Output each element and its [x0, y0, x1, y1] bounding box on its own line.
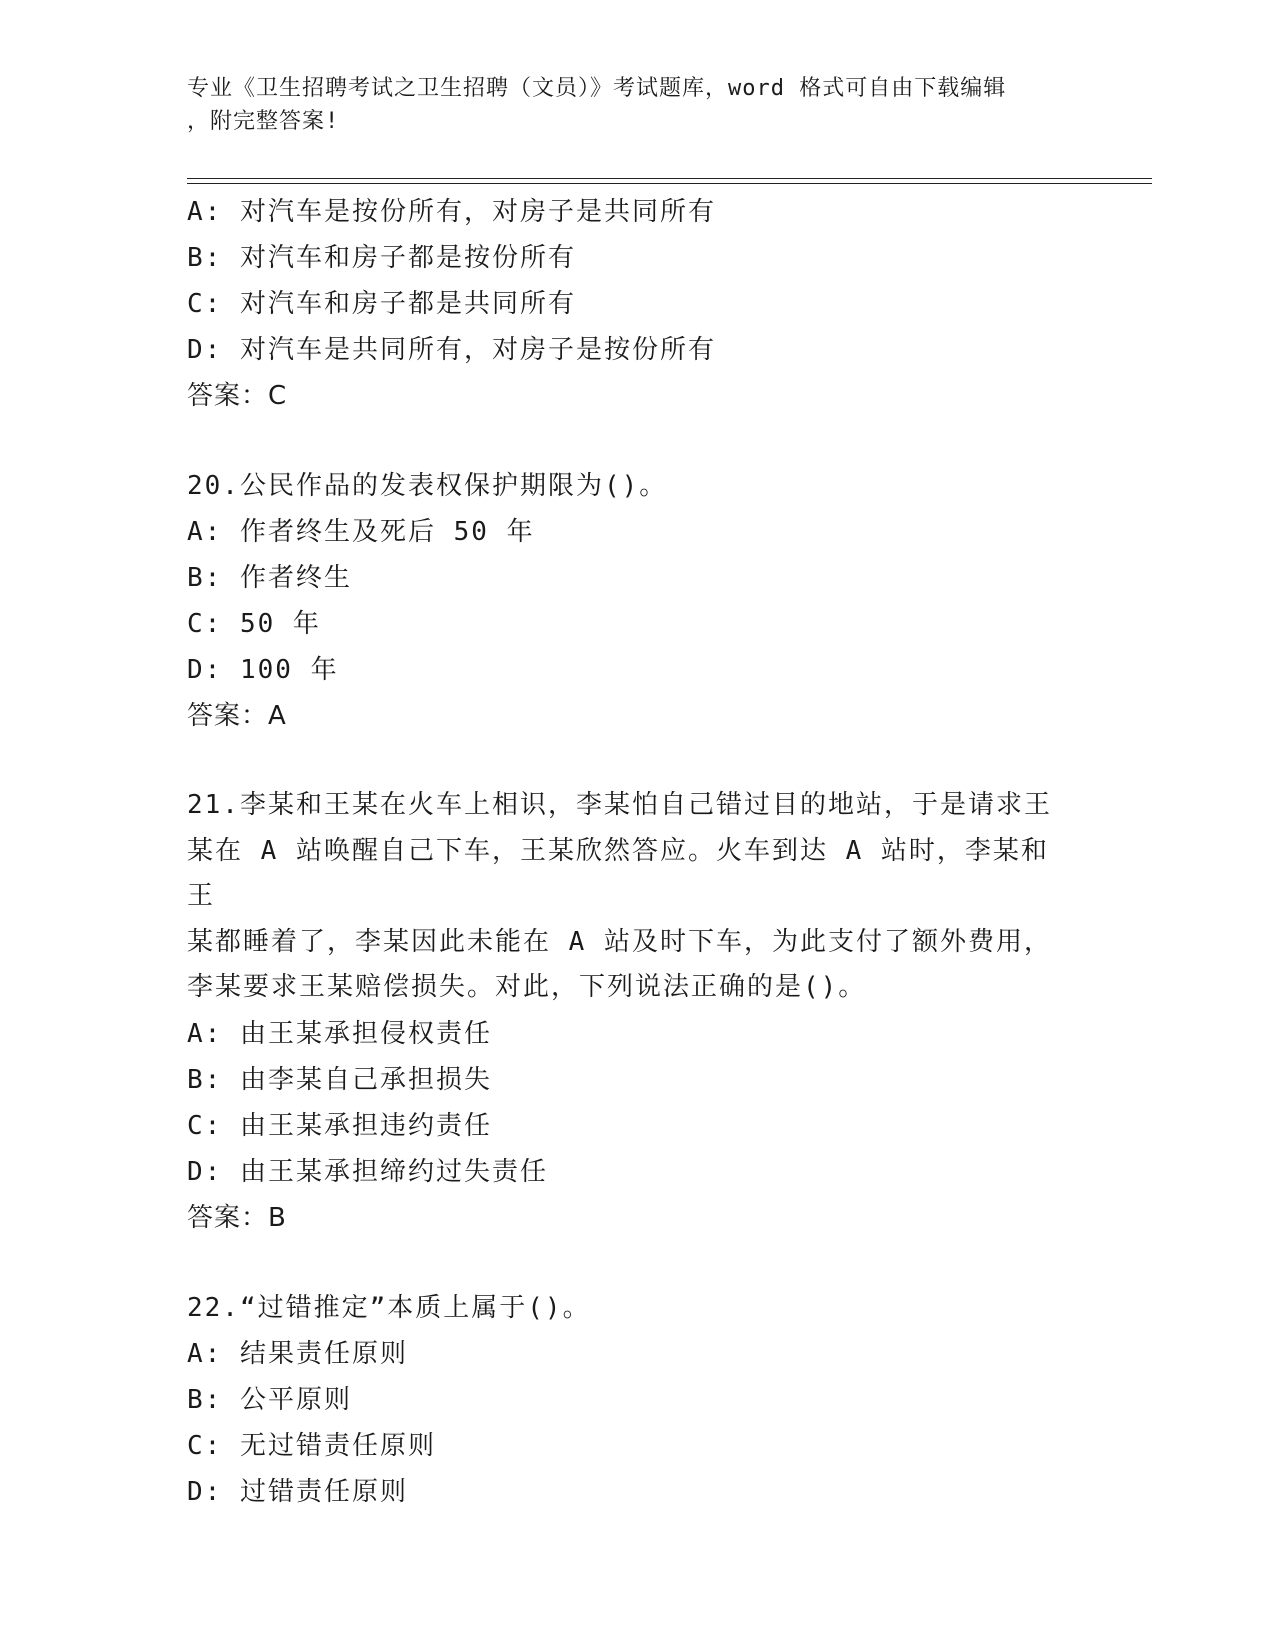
- option-c: C: 50 年: [187, 609, 321, 639]
- spacer: [187, 1241, 1087, 1285]
- header-line-1: 专业《卫生招聘考试之卫生招聘（文员）》考试题库，word 格式可自由下载编辑: [187, 76, 1007, 101]
- option-a: A: 结果责任原则: [187, 1338, 408, 1369]
- option-d: D: 100 年: [187, 655, 339, 685]
- header-divider-top: [187, 178, 1152, 179]
- option-b: B: 作者终生: [187, 563, 352, 593]
- question-stem: 20.公民作品的发表权保护期限为()。: [187, 471, 668, 501]
- option-d: D: 过错责任原则: [187, 1476, 408, 1507]
- question-stem: [187, 783, 1067, 1011]
- option-a: A: 对汽车是按份所有，对房子是共同所有: [187, 197, 716, 227]
- question-stem: 22.“过错推定”本质上属于()。: [187, 1292, 591, 1323]
- stem-line: 某都睡着了，李某因此未能在 A 站及时下车，为此支付了额外费用，: [187, 926, 1052, 957]
- option-a: A: 作者终生及死后 50 年: [187, 517, 535, 547]
- option-b: B: 由李某自己承担损失: [187, 1064, 492, 1095]
- stem-line: 某在 A 站唤醒自己下车，王某欣然答应。火车到达 A 站时，李某和王: [187, 835, 1049, 911]
- question-19: [187, 189, 1087, 419]
- document-header: [187, 72, 1087, 138]
- answer-line: 答案：C: [187, 381, 288, 411]
- option-c: C: 无过错责任原则: [187, 1430, 436, 1461]
- answer-line: 答案：A: [187, 701, 287, 731]
- question-list: [187, 189, 1087, 1515]
- question-22: [187, 1285, 1087, 1515]
- header-divider-bottom: [187, 183, 1152, 184]
- stem-line: 李某要求王某赔偿损失。对此，下列说法正确的是()。: [187, 972, 867, 1002]
- option-d: D: 对汽车是共同所有，对房子是按份所有: [187, 335, 716, 365]
- question-21: [187, 783, 1087, 1241]
- spacer: [187, 419, 1087, 463]
- option-c: C: 对汽车和房子都是共同所有: [187, 289, 576, 319]
- spacer: [187, 739, 1087, 783]
- option-a: A: 由王某承担侵权责任: [187, 1018, 492, 1049]
- option-b: B: 对汽车和房子都是按份所有: [187, 243, 576, 273]
- stem-line: 21.李某和王某在火车上相识，李某怕自己错过目的地站，于是请求王: [187, 790, 1052, 820]
- option-d: D: 由王某承担缔约过失责任: [187, 1156, 548, 1187]
- answer-line: 答案：B: [187, 1202, 287, 1233]
- question-20: [187, 463, 1087, 739]
- header-line-2: ，附完整答案!: [187, 109, 340, 134]
- option-b: B: 公平原则: [187, 1384, 352, 1415]
- option-c: C: 由王某承担违约责任: [187, 1110, 492, 1141]
